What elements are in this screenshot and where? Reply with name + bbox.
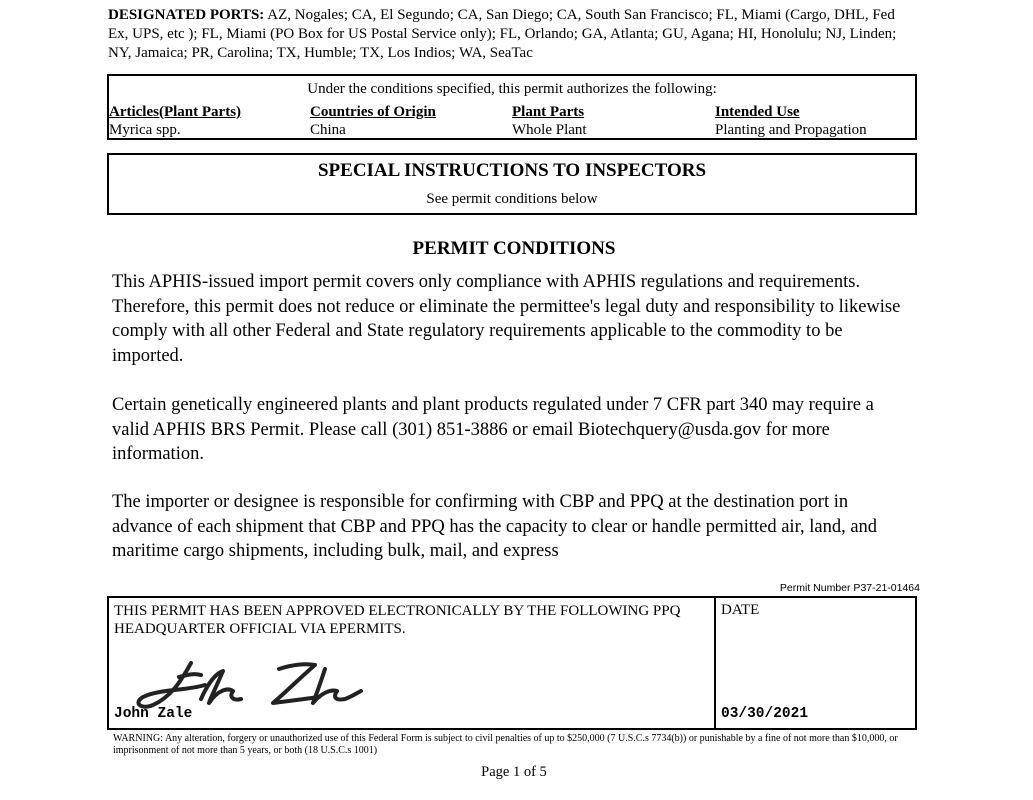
column-header: Articles(Plant Parts) [109,104,242,120]
authorization-box [107,74,917,140]
page-number: Page 1 of 5 [481,764,547,780]
column-value: Whole Plant [512,122,587,138]
approval-divider [714,598,716,728]
condition-paragraph: This APHIS-issued import permit covers only compliance with APHIS regulations and requirements. Therefore, this permit does not reduce or eliminate the permittee's legal duty and responsibility to likewise comply with all other Federal and State regulatory requirements applicable to the commodity to be imported. [112,272,901,366]
approval-statement: THIS PERMIT HAS BEEN APPROVED ELECTRONICALLY BY THE FOLLOWING PPQ HEADQUARTER OFFICIAL VIA EPERMITS. [114,603,681,637]
permit-conditions-title: PERMIT CONDITIONS [412,238,616,259]
date-label: DATE [721,602,760,618]
column-value: Planting and Propagation [715,122,867,138]
special-instructions-box [107,153,917,215]
condition-paragraph: The importer or designee is responsible for confirming with CBP and PPQ at the destination port in advance of each shipment that CBP and PPQ has the capacity to clear or handle permitted air, land, and maritime cargo shipments, including bulk, mail, and express [112,492,878,561]
warning-notice: WARNING: Any alteration, forgery or unauthorized use of this Federal Form is subject to civil penalties of up to $250,000 (7 U.S.C.s 7734(b)) or punishable by a fine of not more than $10,000, or imprisonment of not more than 5 years, or both (18 U.S.C.s 1001) [113,733,898,756]
column-header: Plant Parts [512,104,585,120]
official-name: John Zale [114,706,193,722]
column-value: China [310,122,346,138]
column-intended-use [715,103,867,139]
designated-ports-list: AZ, Nogales; CA, El Segundo; CA, San Diego; CA, South San Francisco; FL, Miami (Cargo, DHL, Fed Ex, UPS, etc ); FL, Miami (PO Box for US Postal Service only); FL, Orlando; GA, Atlanta; GU, Agana; HI, Honolulu; NJ, Linden; NY, Jamaica; PR, Carolina; TX, Humble; TX, Los Indios; WA, SeaTac [108,7,897,61]
column-plant-parts [512,103,587,139]
column-header: Countries of Origin [310,104,436,120]
column-value: Myrica spp. [109,122,181,138]
approval-date: 03/30/2021 [721,706,809,722]
designated-ports [108,6,918,63]
special-instructions-title: SPECIAL INSTRUCTIONS TO INSPECTORS [317,160,707,181]
authorization-intro: Under the conditions specified, this permit authorizes the following: [307,81,717,97]
approval-box [107,596,917,730]
designated-ports-label: DESIGNATED PORTS: [108,7,265,23]
special-instructions-subtitle: See permit conditions below [426,191,598,207]
permit-number: Permit Number P37-21-01464 [779,582,920,594]
column-header: Intended Use [715,104,800,120]
column-articles [109,103,241,139]
condition-paragraph: Certain genetically engineered plants and plant products regulated under 7 CFR part 340 may require a valid APHIS BRS Permit. Please call (301) 851-3886 or email Biotechquery@usda.gov for more information. [112,395,874,464]
column-countries [310,103,436,139]
